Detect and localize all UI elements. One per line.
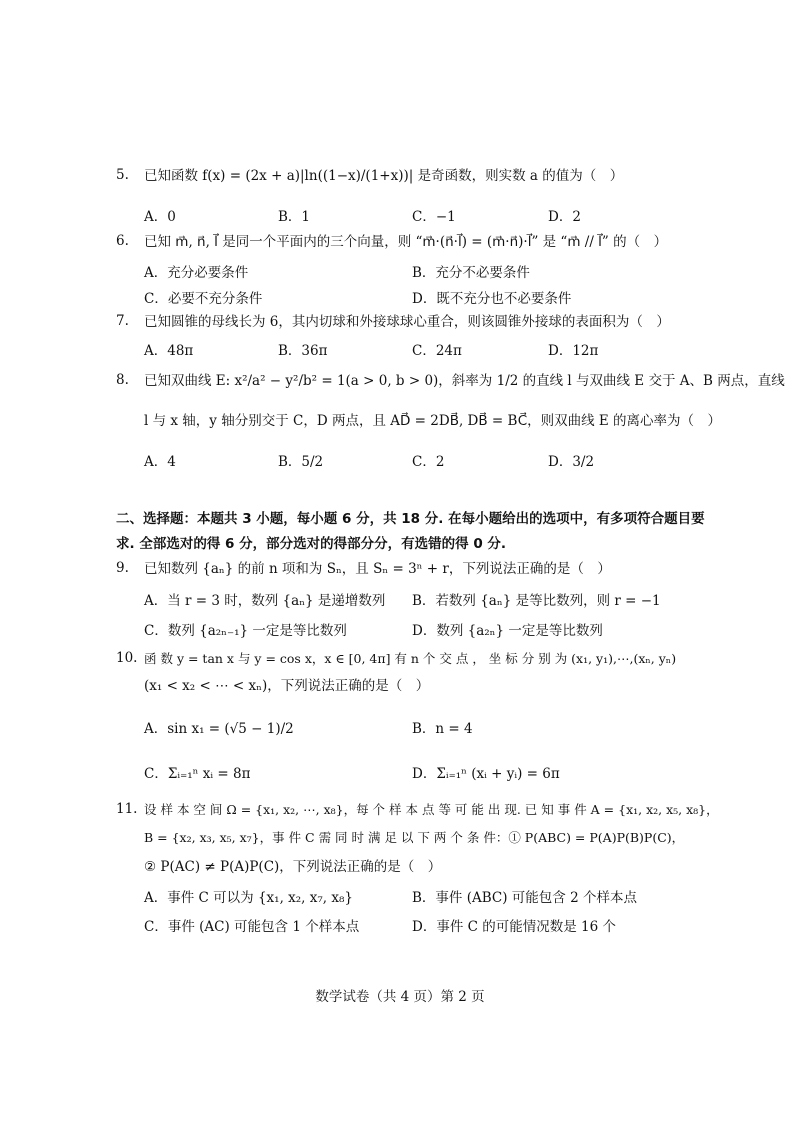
question-number: 5. — [116, 167, 129, 183]
option-b: B．事件 (ABC) 可能包含 2 个样本点 — [412, 890, 637, 906]
option-c: C．24π — [412, 343, 462, 359]
question-stem-line-3: ② P(AC) ≠ P(A)P(C)，下列说法正确的是（ ） — [144, 859, 442, 875]
option-d: D．数列 {a₂ₙ} 一定是等比数列 — [412, 623, 603, 639]
question-stem: 已知圆锥的母线长为 6，其内切球和外接球球心重合，则该圆锥外接球的表面积为（ ） — [144, 314, 670, 330]
page-footer: 数学试卷（共 4 页）第 2 页 — [315, 989, 485, 1005]
option-b: B．n = 4 — [412, 721, 473, 737]
question-stem: 已知 m⃗, n⃗, l⃗ 是同一个平面内的三个向量，则 “m⃗·(n⃗·l⃗) = (m⃗·n⃗)·l⃗” 是 “m⃗ // l⃗” 的（ ） — [144, 234, 668, 250]
section-heading-line-2: 求. 全部选对的得 6 分，部分选对的得部分分，有选错的得 0 分. — [116, 536, 507, 552]
question-number: 8. — [116, 372, 129, 388]
option-b: B．5/2 — [278, 454, 324, 470]
question-number: 7. — [116, 313, 129, 329]
question-stem-line-2: (x₁ < x₂ < ⋯ < xₙ)，下列说法正确的是（ ） — [144, 678, 430, 694]
option-d: D．12π — [548, 343, 599, 359]
option-d: D．Σᵢ₌₁ⁿ (xᵢ + yᵢ) = 6π — [412, 766, 560, 782]
question-stem-line-1: 设 样 本 空 间 Ω = {x₁, x₂, ⋯, x₈}，每 个 样 本 点 等 可 能 出 现. 已 知 事 件 A = {x₁, x₂, x₅, x₈}， — [144, 802, 719, 817]
question-stem-line-1: 已知双曲线 E: x²/a² − y²/b² = 1(a > 0, b > 0)，斜率为 1/2 的直线 l 与双曲线 E 交于 A、B 两点，直线 — [144, 373, 785, 389]
option-a: A．4 — [144, 454, 176, 470]
option-a: A．sin x₁ = (√5 − 1)/2 — [144, 721, 294, 737]
question-stem: 已知函数 f(x) = (2x + a)|ln((1−x)/(1+x))| 是奇函数，则实数 a 的值为（ ） — [144, 168, 624, 184]
question-number: 10. — [116, 650, 138, 666]
question-number: 9. — [116, 560, 129, 576]
option-d: D．既不充分也不必要条件 — [412, 291, 572, 307]
option-b: B．1 — [278, 209, 311, 225]
option-a: A．当 r = 3 时，数列 {aₙ} 是递增数列 — [144, 593, 386, 609]
option-a: A．0 — [144, 209, 176, 225]
question-stem: 已知数列 {aₙ} 的前 n 项和为 Sₙ，且 Sₙ = 3ⁿ + r，下列说法正确的是（ ） — [144, 561, 611, 577]
option-b: B．若数列 {aₙ} 是等比数列，则 r = −1 — [412, 593, 661, 609]
option-c: C．数列 {a₂ₙ₋₁} 一定是等比数列 — [144, 623, 347, 639]
option-c: C．事件 (AC) 可能包含 1 个样本点 — [144, 919, 360, 935]
option-d: D．2 — [548, 209, 581, 225]
option-c: C．Σᵢ₌₁ⁿ xᵢ = 8π — [144, 766, 251, 782]
option-c: C．必要不充分条件 — [144, 291, 263, 307]
option-c: C．−1 — [412, 209, 456, 225]
question-stem-line-1: 函 数 y = tan x 与 y = cos x，x ∈ [0, 4π] 有 n 个 交 点 ， 坐 标 分 别 为 (x₁, y₁),⋯,(xₙ, yₙ) — [144, 651, 677, 666]
question-number: 6. — [116, 233, 129, 249]
option-b: B．充分不必要条件 — [412, 265, 530, 281]
question-stem-line-2: B = {x₂, x₃, x₅, x₇}，事 件 C 需 同 时 满 足 以 下 两 个 条 件：① P(ABC) = P(A)P(B)P(C)， — [144, 830, 685, 845]
question-number: 11. — [116, 801, 138, 817]
option-a: A．充分必要条件 — [144, 265, 249, 281]
option-a: A．48π — [144, 343, 194, 359]
option-d: D．事件 C 的可能情况数是 16 个 — [412, 919, 616, 935]
option-b: B．36π — [278, 343, 328, 359]
option-a: A．事件 C 可以为 {x₁, x₂, x₇, x₈} — [144, 890, 353, 906]
option-c: C．2 — [412, 454, 445, 470]
section-heading-line-1: 二、选择题：本题共 3 小题，每小题 6 分，共 18 分. 在每小题给出的选项中，有多项符合题目要 — [116, 511, 705, 527]
option-d: D．3/2 — [548, 454, 595, 470]
question-stem-line-2: l 与 x 轴，y 轴分别交于 C，D 两点，且 AD⃗ = 2DB⃗, DB⃗ = BC⃗，则双曲线 E 的离心率为（ ） — [144, 413, 722, 429]
